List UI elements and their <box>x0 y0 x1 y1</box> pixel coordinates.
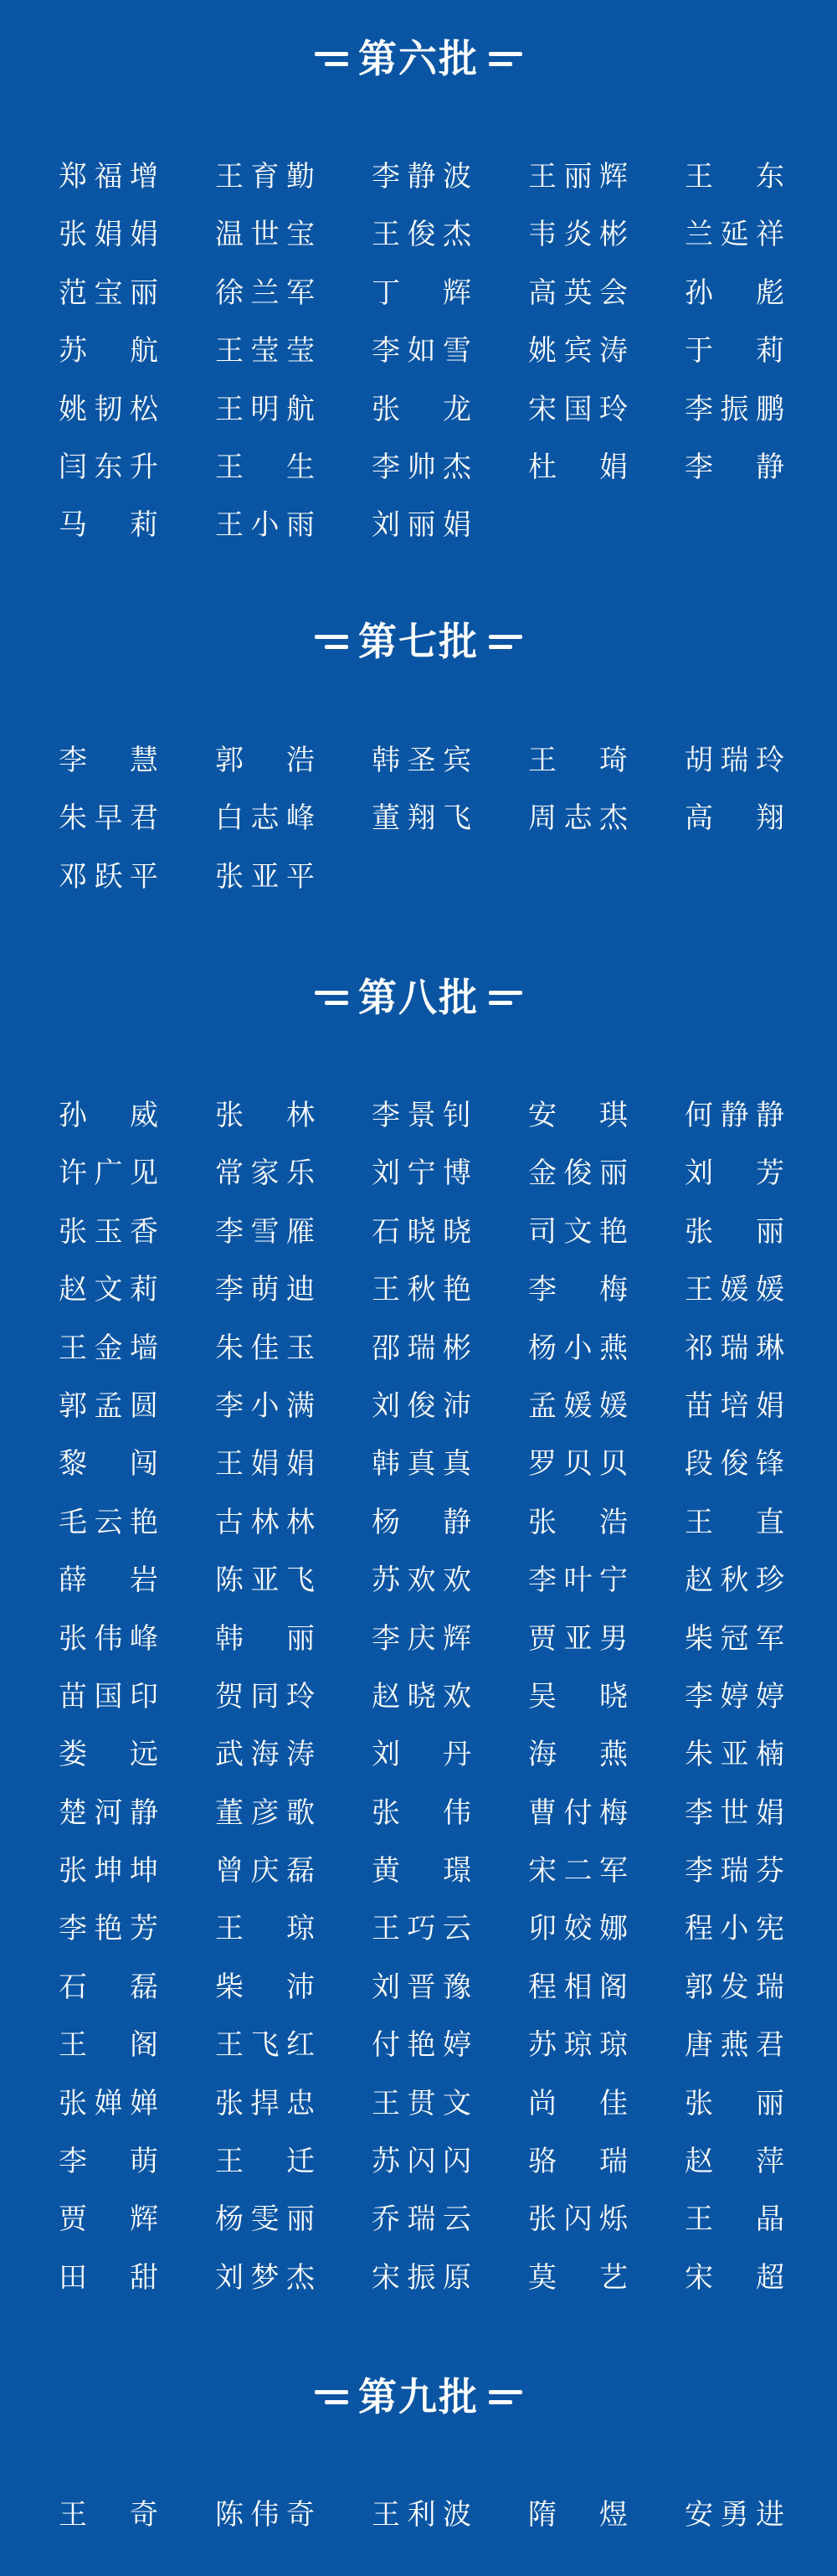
section-title: 第九批 <box>358 2374 479 2419</box>
name-entry: 徐兰军 <box>215 276 316 310</box>
name-entry: 范宝丽 <box>59 276 159 310</box>
decoration-lines-left <box>315 52 348 66</box>
name-entry: 李婷婷 <box>685 1679 785 1713</box>
name-entry: 李世娟 <box>685 1795 785 1830</box>
name-entry: 朱佳玉 <box>215 1331 316 1365</box>
name-entry: 胡瑞玲 <box>685 744 785 777</box>
name-entry: 杨雯丽 <box>215 2202 316 2237</box>
name-entry: 温世宝 <box>215 218 316 252</box>
name-entry: 孟媛媛 <box>528 1388 629 1423</box>
name-entry: 程相阁 <box>528 1970 629 2004</box>
name-entry: 薛岩 <box>59 1564 159 1598</box>
decoration-lines-right <box>489 991 522 1005</box>
name-entry: 韩圣宾 <box>372 744 472 777</box>
name-entry: 郭孟圆 <box>59 1388 159 1423</box>
name-entry: 韩丽 <box>215 1621 316 1656</box>
section-header <box>0 33 837 84</box>
name-entry: 司文艳 <box>528 1214 629 1249</box>
name-entry: 张坤坤 <box>59 1854 159 1888</box>
name-entry: 杨小燕 <box>528 1331 629 1365</box>
name-entry: 罗贝贝 <box>528 1447 629 1481</box>
name-entry: 王迁 <box>215 2145 316 2179</box>
name-grid-batch-9 <box>59 2486 837 2544</box>
name-entry: 古林林 <box>215 1505 316 1539</box>
name-entry: 赵萍 <box>685 2145 785 2179</box>
name-entry: 白志峰 <box>215 801 316 836</box>
decoration-lines-left <box>315 2390 348 2404</box>
name-entry: 骆瑞 <box>528 2145 629 2179</box>
name-entry: 王育勤 <box>215 160 316 193</box>
name-entry: 苗国印 <box>59 1679 159 1713</box>
name-entry: 张浩 <box>528 1505 629 1539</box>
name-entry: 闫东升 <box>59 450 159 484</box>
name-entry: 武海涛 <box>215 1738 316 1772</box>
name-entry: 莫艺 <box>528 2260 629 2295</box>
name-entry: 王晶 <box>685 2202 785 2237</box>
name-entry: 兰延祥 <box>685 218 785 252</box>
name-entry: 韦炎彬 <box>528 218 629 252</box>
name-entry: 姚宾涛 <box>528 334 629 368</box>
name-entry: 刘晋豫 <box>372 1970 472 2004</box>
name-entry: 柴冠军 <box>685 1621 785 1656</box>
decoration-lines-right <box>489 52 522 66</box>
name-entry: 赵晓欢 <box>372 1679 472 1713</box>
name-entry: 姚韧松 <box>59 392 159 426</box>
name-entry: 田甜 <box>59 2260 159 2295</box>
name-entry: 苏琼琼 <box>528 2028 629 2063</box>
name-entry: 曹付梅 <box>528 1795 629 1830</box>
name-entry: 王娟娟 <box>215 1447 316 1481</box>
name-entry: 丁辉 <box>372 276 472 310</box>
name-entry: 邵瑞彬 <box>372 1331 472 1365</box>
name-entry: 贾辉 <box>59 2202 159 2237</box>
name-entry: 邓跃平 <box>59 859 159 894</box>
name-entry: 宋二军 <box>528 1854 629 1888</box>
decoration-lines-left <box>315 635 348 649</box>
section-header <box>0 2372 837 2422</box>
name-entry: 李雪雁 <box>215 1214 316 1249</box>
name-entry: 刘俊沛 <box>372 1388 472 1423</box>
name-entry: 王丽辉 <box>528 160 629 193</box>
name-entry: 付艳婷 <box>372 2028 472 2063</box>
name-entry: 宋国玲 <box>528 392 629 426</box>
name-entry: 郭发瑞 <box>685 1970 785 2004</box>
name-entry: 张龙 <box>372 392 472 426</box>
name-entry: 董彦歌 <box>215 1795 316 1830</box>
name-entry: 王直 <box>685 1505 785 1539</box>
section-header <box>0 972 837 1023</box>
name-entry: 张林 <box>215 1099 316 1132</box>
name-entry: 李梅 <box>528 1273 629 1307</box>
name-entry: 宋超 <box>685 2260 785 2295</box>
name-entry: 贾亚男 <box>528 1621 629 1656</box>
section-batch-7 <box>0 616 837 667</box>
name-entry: 张伟峰 <box>59 1621 159 1656</box>
name-entry: 李庆辉 <box>372 1621 472 1656</box>
name-entry: 李景钊 <box>372 1099 472 1132</box>
name-entry: 苏闪闪 <box>372 2145 472 2179</box>
section-header <box>0 616 837 667</box>
name-entry: 王明航 <box>215 392 316 426</box>
name-entry: 曾庆磊 <box>215 1854 316 1888</box>
name-entry: 王阁 <box>59 2028 159 2063</box>
name-entry: 王琦 <box>528 744 629 777</box>
name-entry: 刘梦杰 <box>215 2260 316 2295</box>
name-entry: 苗培娟 <box>685 1388 785 1423</box>
name-entry: 何静静 <box>685 1099 785 1132</box>
name-entry: 段俊锋 <box>685 1447 785 1481</box>
name-entry: 安琪 <box>528 1099 629 1132</box>
name-entry: 张娟娟 <box>59 218 159 252</box>
name-entry: 黄璟 <box>372 1854 472 1888</box>
name-grid-batch-8 <box>59 1087 837 2307</box>
name-entry: 王利波 <box>372 2498 472 2532</box>
name-entry: 海燕 <box>528 1738 629 1772</box>
name-entry: 苏欢欢 <box>372 1564 472 1598</box>
name-entry: 朱早君 <box>59 801 159 836</box>
name-entry: 李振鹏 <box>685 392 785 426</box>
name-entry: 张丽 <box>685 2086 785 2120</box>
section-batch-9 <box>0 2372 837 2422</box>
name-entry: 王东 <box>685 160 785 193</box>
name-entry: 吴晓 <box>528 1679 629 1713</box>
name-entry: 杨静 <box>372 1505 472 1539</box>
name-entry: 张闪烁 <box>528 2202 629 2237</box>
section-title: 第六批 <box>358 36 479 81</box>
name-entry: 李慧 <box>59 744 159 777</box>
decoration-lines-right <box>489 635 522 649</box>
name-entry: 石磊 <box>59 1970 159 2004</box>
name-entry: 王金墙 <box>59 1331 159 1365</box>
name-entry: 石晓晓 <box>372 1214 472 1249</box>
name-entry: 王飞红 <box>215 2028 316 2063</box>
name-entry: 马莉 <box>59 508 159 543</box>
section-batch-8 <box>0 972 837 1023</box>
name-entry: 周志杰 <box>528 801 629 836</box>
name-entry: 董翔飞 <box>372 801 472 836</box>
name-entry: 李叶宁 <box>528 1564 629 1598</box>
name-entry: 隋煜 <box>528 2498 629 2532</box>
name-entry: 刘丽娟 <box>372 508 472 543</box>
name-entry: 李静 <box>685 450 785 484</box>
name-entry: 李瑞芬 <box>685 1854 785 1888</box>
name-entry: 李小满 <box>215 1388 316 1423</box>
name-entry: 苏航 <box>59 334 159 368</box>
name-entry: 王巧云 <box>372 1912 472 1946</box>
name-grid-batch-6 <box>59 148 837 555</box>
name-entry: 郑福增 <box>59 160 159 193</box>
name-entry: 程小宪 <box>685 1912 785 1946</box>
name-entry: 赵秋珍 <box>685 1564 785 1598</box>
name-entry: 金俊丽 <box>528 1157 629 1191</box>
name-entry: 朱亚楠 <box>685 1738 785 1772</box>
name-entry: 李帅杰 <box>372 450 472 484</box>
section-batch-6 <box>0 33 837 84</box>
name-entry: 郭浩 <box>215 744 316 777</box>
name-entry: 王小雨 <box>215 508 316 543</box>
name-entry: 王生 <box>215 450 316 484</box>
name-entry: 乔瑞云 <box>372 2202 472 2237</box>
name-entry: 陈亚飞 <box>215 1564 316 1598</box>
name-entry: 王贯文 <box>372 2086 472 2120</box>
name-entry: 王琼 <box>215 1912 316 1946</box>
name-entry: 贺同玲 <box>215 1679 316 1713</box>
name-entry: 张捍忠 <box>215 2086 316 2120</box>
name-entry: 许广见 <box>59 1157 159 1191</box>
name-entry: 卯姣娜 <box>528 1912 629 1946</box>
name-entry: 张丽 <box>685 1214 785 1249</box>
name-entry: 赵文莉 <box>59 1273 159 1307</box>
name-entry: 杜娟 <box>528 450 629 484</box>
name-entry: 毛云艳 <box>59 1505 159 1539</box>
name-entry: 李萌迪 <box>215 1273 316 1307</box>
name-entry: 李静波 <box>372 160 472 193</box>
name-entry: 刘芳 <box>685 1157 785 1191</box>
name-entry: 王媛媛 <box>685 1273 785 1307</box>
decoration-lines-right <box>489 2390 522 2404</box>
name-entry: 刘宁博 <box>372 1157 472 1191</box>
name-entry: 王奇 <box>59 2498 159 2532</box>
name-entry: 高英会 <box>528 276 629 310</box>
name-entry: 高翔 <box>685 801 785 836</box>
name-entry: 刘丹 <box>372 1738 472 1772</box>
decoration-lines-left <box>315 991 348 1005</box>
name-entry: 尚佳 <box>528 2086 629 2120</box>
name-entry: 张亚平 <box>215 859 316 894</box>
name-entry: 黎闯 <box>59 1447 159 1481</box>
name-entry: 孙威 <box>59 1099 159 1132</box>
name-entry: 楚河静 <box>59 1795 159 1830</box>
name-entry: 李如雪 <box>372 334 472 368</box>
name-entry: 李萌 <box>59 2145 159 2179</box>
name-entry: 唐燕君 <box>685 2028 785 2063</box>
name-entry: 李艳芳 <box>59 1912 159 1946</box>
name-entry: 王秋艳 <box>372 1273 472 1307</box>
name-entry: 宋振原 <box>372 2260 472 2295</box>
name-entry: 韩真真 <box>372 1447 472 1481</box>
name-entry: 张婵婵 <box>59 2086 159 2120</box>
name-entry: 祁瑞琳 <box>685 1331 785 1365</box>
name-grid-batch-7 <box>59 732 837 906</box>
name-entry: 孙彪 <box>685 276 785 310</box>
name-entry: 柴沛 <box>215 1970 316 2004</box>
name-entry: 王莹莹 <box>215 334 316 368</box>
section-title: 第八批 <box>358 975 479 1020</box>
name-entry: 张伟 <box>372 1795 472 1830</box>
section-title: 第七批 <box>358 619 479 664</box>
name-entry: 张玉香 <box>59 1214 159 1249</box>
name-entry: 安勇进 <box>685 2498 785 2532</box>
name-entry: 王俊杰 <box>372 218 472 252</box>
name-entry: 常家乐 <box>215 1157 316 1191</box>
name-entry: 于莉 <box>685 334 785 368</box>
name-entry: 娄远 <box>59 1738 159 1772</box>
name-entry: 陈伟奇 <box>215 2498 316 2532</box>
